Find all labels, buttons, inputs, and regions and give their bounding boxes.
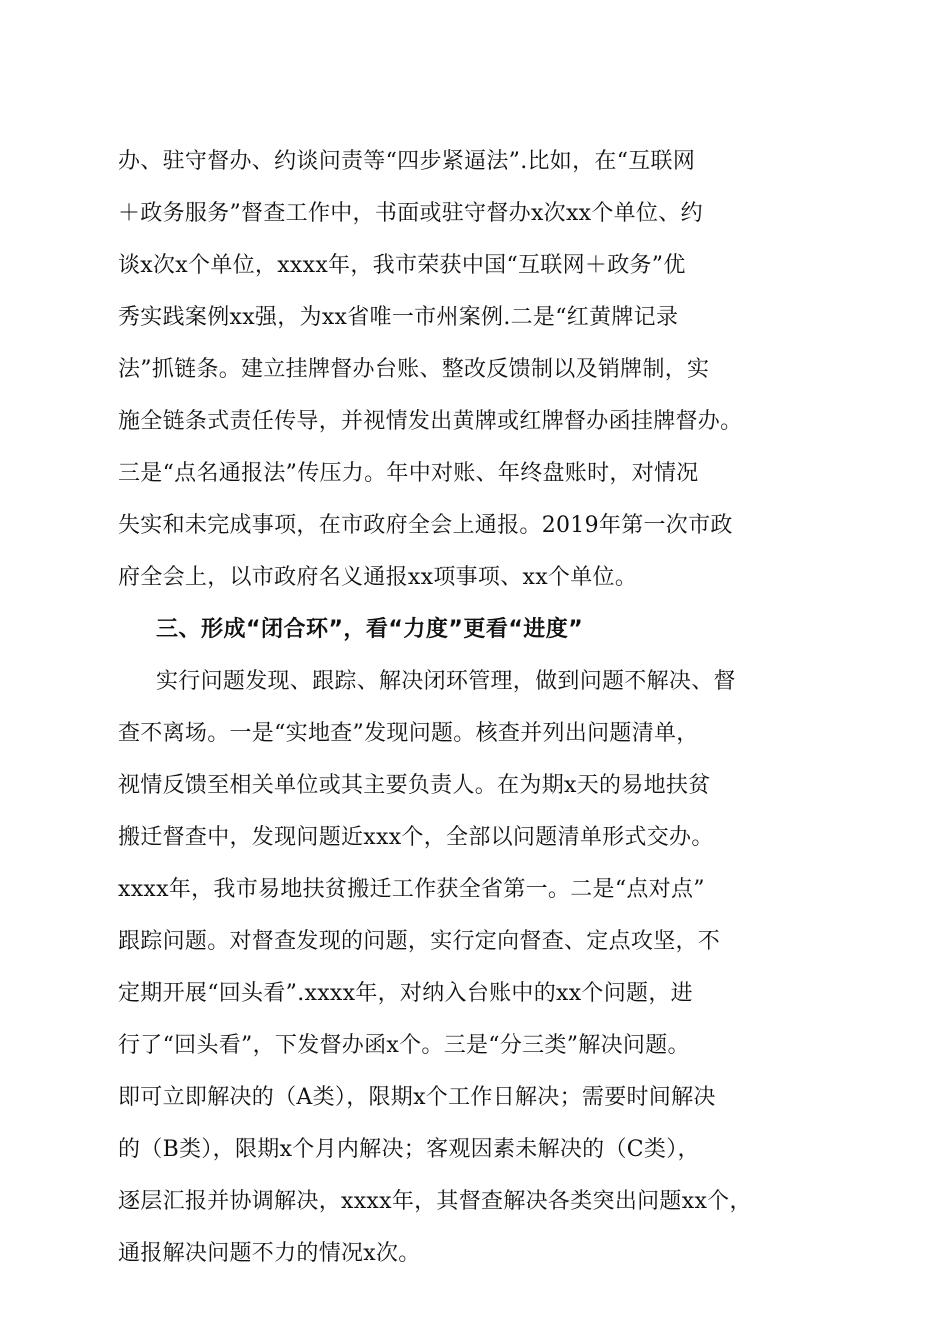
paragraph-line: 定期开展“回头看”.xxxx年，对纳入台账中的xx个问题，进: [118, 981, 693, 1006]
paragraph-line: 查不离场。一是“实地查”发现问题。核查并列出问题清单，: [118, 721, 699, 746]
paragraph-line: 即可立即解决的（A类），限期x个工作日解决；需要时间解决: [118, 1085, 716, 1110]
paragraph-line: 通报解决问题不力的情况x次。: [118, 1241, 421, 1266]
document-body: [118, 136, 838, 1280]
paragraph-line: 办、驻守督办、约谈问责等“四步紧逼法”.比如，在“互联网: [118, 149, 696, 174]
paragraph-line: 谈x次x个单位，xxxx年，我市荣获中国“互联网＋政务”优: [118, 253, 686, 278]
paragraph-line: 府全会上，以市政府名义通报xx项事项、xx个单位。: [118, 565, 638, 590]
paragraph-line: 的（B类），限期x个月内解决；客观因素未解决的（C类），: [118, 1137, 700, 1162]
paragraph-line: 施全链条式责任传导，并视情发出黄牌或红牌督办函挂牌督办。: [118, 409, 743, 434]
paragraph-line: 逐层汇报并协调解决，xxxx年，其督查解决各类突出问题xx个，: [118, 1189, 752, 1214]
paragraph-line: 法”抓链条。建立挂牌督办台账、整改反馈制以及销牌制，实: [118, 357, 710, 382]
paragraph-line: 行了“回头看”，下发督办函x个。三是“分三类”解决问题。: [118, 1033, 690, 1058]
paragraph-line: xxxx年，我市易地扶贫搬迁工作获全省第一。二是“点对点”: [118, 877, 705, 902]
paragraph-line: ＋政务服务”督查工作中，书面或驻守督办x次xx个单位、约: [118, 201, 703, 226]
paragraph-line: 三是“点名通报法”传压力。年中对账、年终盘账时，对情况: [118, 461, 699, 486]
paragraph-line: 搬迁督查中，发现问题近xxx个，全部以问题清单形式交办。: [118, 825, 714, 850]
paragraph-line: 视情反馈至相关单位或其主要负责人。在为期x天的易地扶贫: [118, 773, 711, 798]
section-heading: 三、形成“闭合环”，看“力度”更看“进度”: [156, 617, 584, 642]
paragraph-line: 秀实践案例xx强，为xx省唯一市州案例.二是“红黄牌记录: [118, 305, 679, 330]
paragraph-line: 实行问题发现、跟踪、解决闭环管理，做到问题不解决、督: [156, 669, 736, 694]
paragraph-line: 跟踪问题。对督查发现的问题，实行定向督查、定点攻坚，不: [118, 929, 721, 954]
paragraph-line: 失实和未完成事项，在市政府全会上通报。2019年第一次市政: [118, 513, 733, 538]
